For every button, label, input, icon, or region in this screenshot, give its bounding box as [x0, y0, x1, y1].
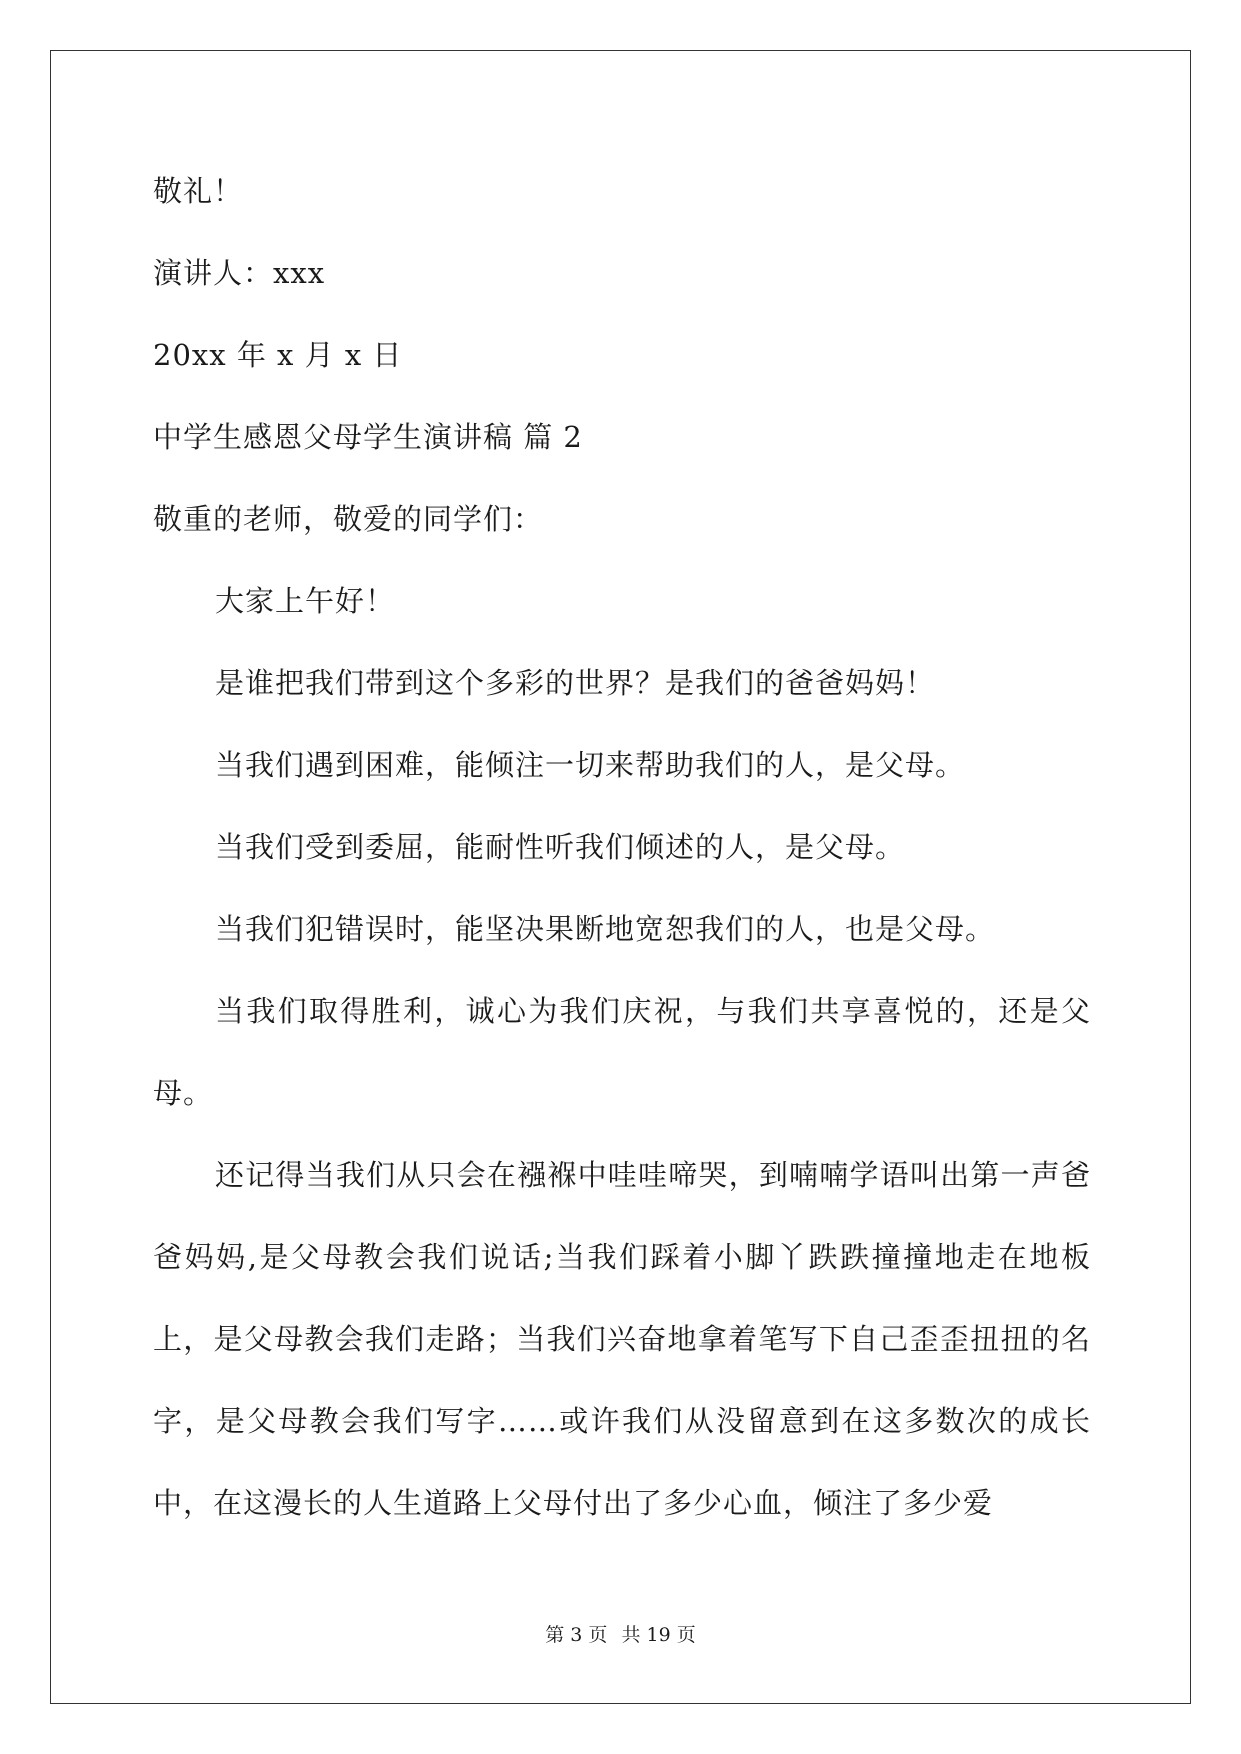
speaker-line: 演讲人：xxx [153, 256, 326, 290]
section-title: 中学生感恩父母学生演讲稿 篇 2 [153, 420, 583, 454]
page-footer [0, 1620, 1241, 1647]
paragraph-difficulty: 当我们遇到困难，能倾注一切来帮助我们的人，是父母。 [215, 748, 966, 782]
paragraph-question: 是谁把我们带到这个多彩的世界？是我们的爸爸妈妈！ [215, 666, 936, 700]
page-number: 第 3 页 [545, 1624, 608, 1646]
document-body [153, 150, 1091, 1544]
paragraph-mistake: 当我们犯错误时，能坚决果断地宽恕我们的人，也是父母。 [215, 912, 996, 946]
paragraph-memories: 还记得当我们从只会在襁褓中哇哇啼哭，到喃喃学语叫出第一声爸爸妈妈,是父母教会我们说话;当我们踩着小脚丫跌跌撞撞地走在地板上，是父母教会我们走路；当我们兴奋地拿着笔写下自己歪歪扭扭的名字，是父母教会我们写字……或许我们从没留意到在这多数次的成长中，在这漫长的人生道路上父母付出了多少心血，倾注了多少爱 [153, 1158, 1091, 1520]
page-total: 共 19 页 [621, 1624, 696, 1646]
paragraph-victory: 当我们取得胜利，诚心为我们庆祝，与我们共享喜悦的，还是父母。 [153, 994, 1091, 1110]
date-line: 20xx 年 x 月 x 日 [153, 338, 403, 372]
paragraph-grievance: 当我们受到委屈，能耐性听我们倾述的人，是父母。 [215, 830, 906, 864]
salutation-line: 敬重的老师，敬爱的同学们： [153, 502, 544, 536]
paragraph-greeting: 大家上午好！ [215, 584, 396, 618]
closing-line: 敬礼！ [153, 174, 244, 208]
